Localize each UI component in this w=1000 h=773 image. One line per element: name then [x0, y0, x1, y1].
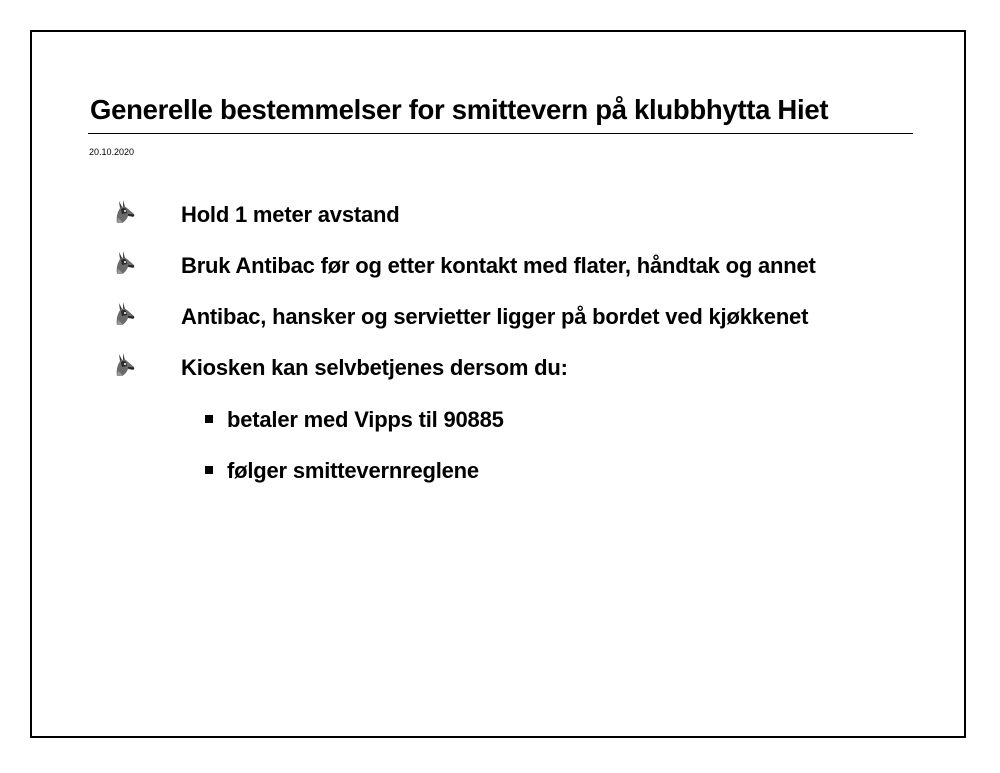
slide-title: Generelle bestemmelser for smittevern på klubbhytta Hiet [90, 94, 829, 125]
slide-date: 20.10.2020 [89, 147, 135, 157]
dog-head-icon [114, 199, 136, 225]
sub-bullet-item [0, 406, 1000, 438]
dog-head-icon [114, 301, 136, 327]
square-bullet-icon [205, 415, 213, 423]
bullet-text: Antibac, hansker og servietter ligger på bordet ved kjøkkenet [181, 304, 809, 329]
bullet-item [0, 352, 1000, 386]
bullet-text: Bruk Antibac før og etter kontakt med flater, håndtak og annet [181, 253, 816, 278]
dog-head-icon [114, 250, 136, 276]
square-bullet-icon [205, 466, 213, 474]
bullet-text: Kiosken kan selvbetjenes dersom du: [181, 355, 568, 380]
sub-bullet-item [0, 457, 1000, 489]
bullet-item [0, 301, 1000, 335]
sub-bullet-text: følger smittevernreglene [227, 458, 479, 483]
title-divider [88, 133, 913, 134]
sub-bullet-text: betaler med Vipps til 90885 [227, 407, 504, 432]
bullet-item [0, 250, 1000, 284]
bullet-text: Hold 1 meter avstand [181, 202, 400, 227]
dog-head-icon [114, 352, 136, 378]
bullet-item [0, 199, 1000, 233]
